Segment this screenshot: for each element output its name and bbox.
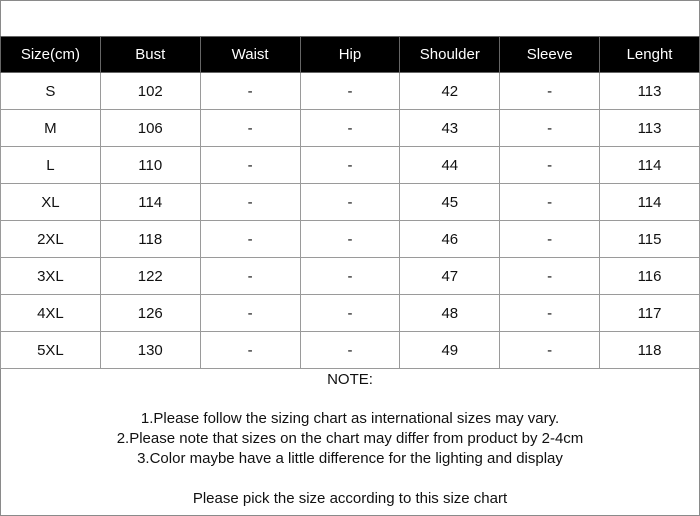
table-cell: 113 — [600, 110, 700, 147]
table-cell: - — [500, 73, 600, 110]
header-shoulder: Shoulder — [400, 37, 500, 73]
table-cell: 106 — [100, 110, 200, 147]
table-body — [1, 73, 700, 369]
table-cell: - — [500, 258, 600, 295]
table-cell: - — [500, 110, 600, 147]
table-cell: - — [200, 221, 300, 258]
table-cell: - — [200, 110, 300, 147]
table-row — [1, 258, 700, 295]
table-cell: 42 — [400, 73, 500, 110]
table-cell: - — [300, 184, 400, 221]
table-cell: 117 — [600, 295, 700, 332]
table-cell: - — [200, 184, 300, 221]
table-row — [1, 221, 700, 258]
table-cell: 110 — [100, 147, 200, 184]
table-cell: 114 — [100, 184, 200, 221]
size-chart-table — [0, 36, 700, 369]
table-cell: 114 — [600, 184, 700, 221]
table-cell: 118 — [600, 332, 700, 369]
table-cell: 126 — [100, 295, 200, 332]
table-cell: - — [200, 147, 300, 184]
table-cell: 49 — [400, 332, 500, 369]
table-header-row — [1, 37, 700, 73]
header-bust: Bust — [100, 37, 200, 73]
table-cell: - — [500, 295, 600, 332]
table-cell: 122 — [100, 258, 200, 295]
header-sleeve: Sleeve — [500, 37, 600, 73]
notes-section — [0, 368, 700, 509]
table-cell: - — [500, 332, 600, 369]
table-cell: M — [1, 110, 101, 147]
table-row — [1, 110, 700, 147]
table-cell: L — [1, 147, 101, 184]
table-cell: - — [500, 147, 600, 184]
header-waist: Waist — [200, 37, 300, 73]
table-cell: 43 — [400, 110, 500, 147]
table-cell: 116 — [600, 258, 700, 295]
table-cell: 45 — [400, 184, 500, 221]
table-cell: 4XL — [1, 295, 101, 332]
table-cell: XL — [1, 184, 101, 221]
table-cell: 113 — [600, 73, 700, 110]
table-cell: 130 — [100, 332, 200, 369]
table-cell: 5XL — [1, 332, 101, 369]
table-cell: 114 — [600, 147, 700, 184]
header-size: Size(cm) — [1, 37, 101, 73]
table-row — [1, 147, 700, 184]
table-cell: - — [200, 258, 300, 295]
table-cell: 118 — [100, 221, 200, 258]
table-cell: - — [200, 73, 300, 110]
table-cell: 3XL — [1, 258, 101, 295]
table-cell: - — [200, 332, 300, 369]
table-cell: 44 — [400, 147, 500, 184]
table-row — [1, 295, 700, 332]
header-hip: Hip — [300, 37, 400, 73]
note-footer: Please pick the size according to this size chart — [192, 490, 508, 507]
table-cell: 115 — [600, 221, 700, 258]
note-line-2: 2.Please note that sizes on the chart may differ from product by 2-4cm — [116, 430, 584, 447]
table-cell: - — [300, 221, 400, 258]
table-cell: 102 — [100, 73, 200, 110]
note-line-1: 1.Please follow the sizing chart as international sizes may vary. — [140, 410, 560, 427]
table-cell: - — [200, 295, 300, 332]
table-cell: - — [300, 147, 400, 184]
table-cell: - — [300, 73, 400, 110]
note-title: NOTE: — [327, 371, 373, 388]
table-cell: - — [300, 295, 400, 332]
table-cell: 48 — [400, 295, 500, 332]
table-cell: - — [300, 332, 400, 369]
table-row — [1, 73, 700, 110]
note-lines — [0, 409, 700, 469]
table-cell: 47 — [400, 258, 500, 295]
table-row — [1, 184, 700, 221]
table-cell: - — [500, 221, 600, 258]
table-cell: 46 — [400, 221, 500, 258]
table-cell: - — [500, 184, 600, 221]
table-row — [1, 332, 700, 369]
note-line-3: 3.Color maybe have a little difference for the lighting and display — [137, 450, 563, 467]
table-cell: 2XL — [1, 221, 101, 258]
table-cell: - — [300, 258, 400, 295]
table-cell: - — [300, 110, 400, 147]
header-length: Lenght — [600, 37, 700, 73]
table-cell: S — [1, 73, 101, 110]
